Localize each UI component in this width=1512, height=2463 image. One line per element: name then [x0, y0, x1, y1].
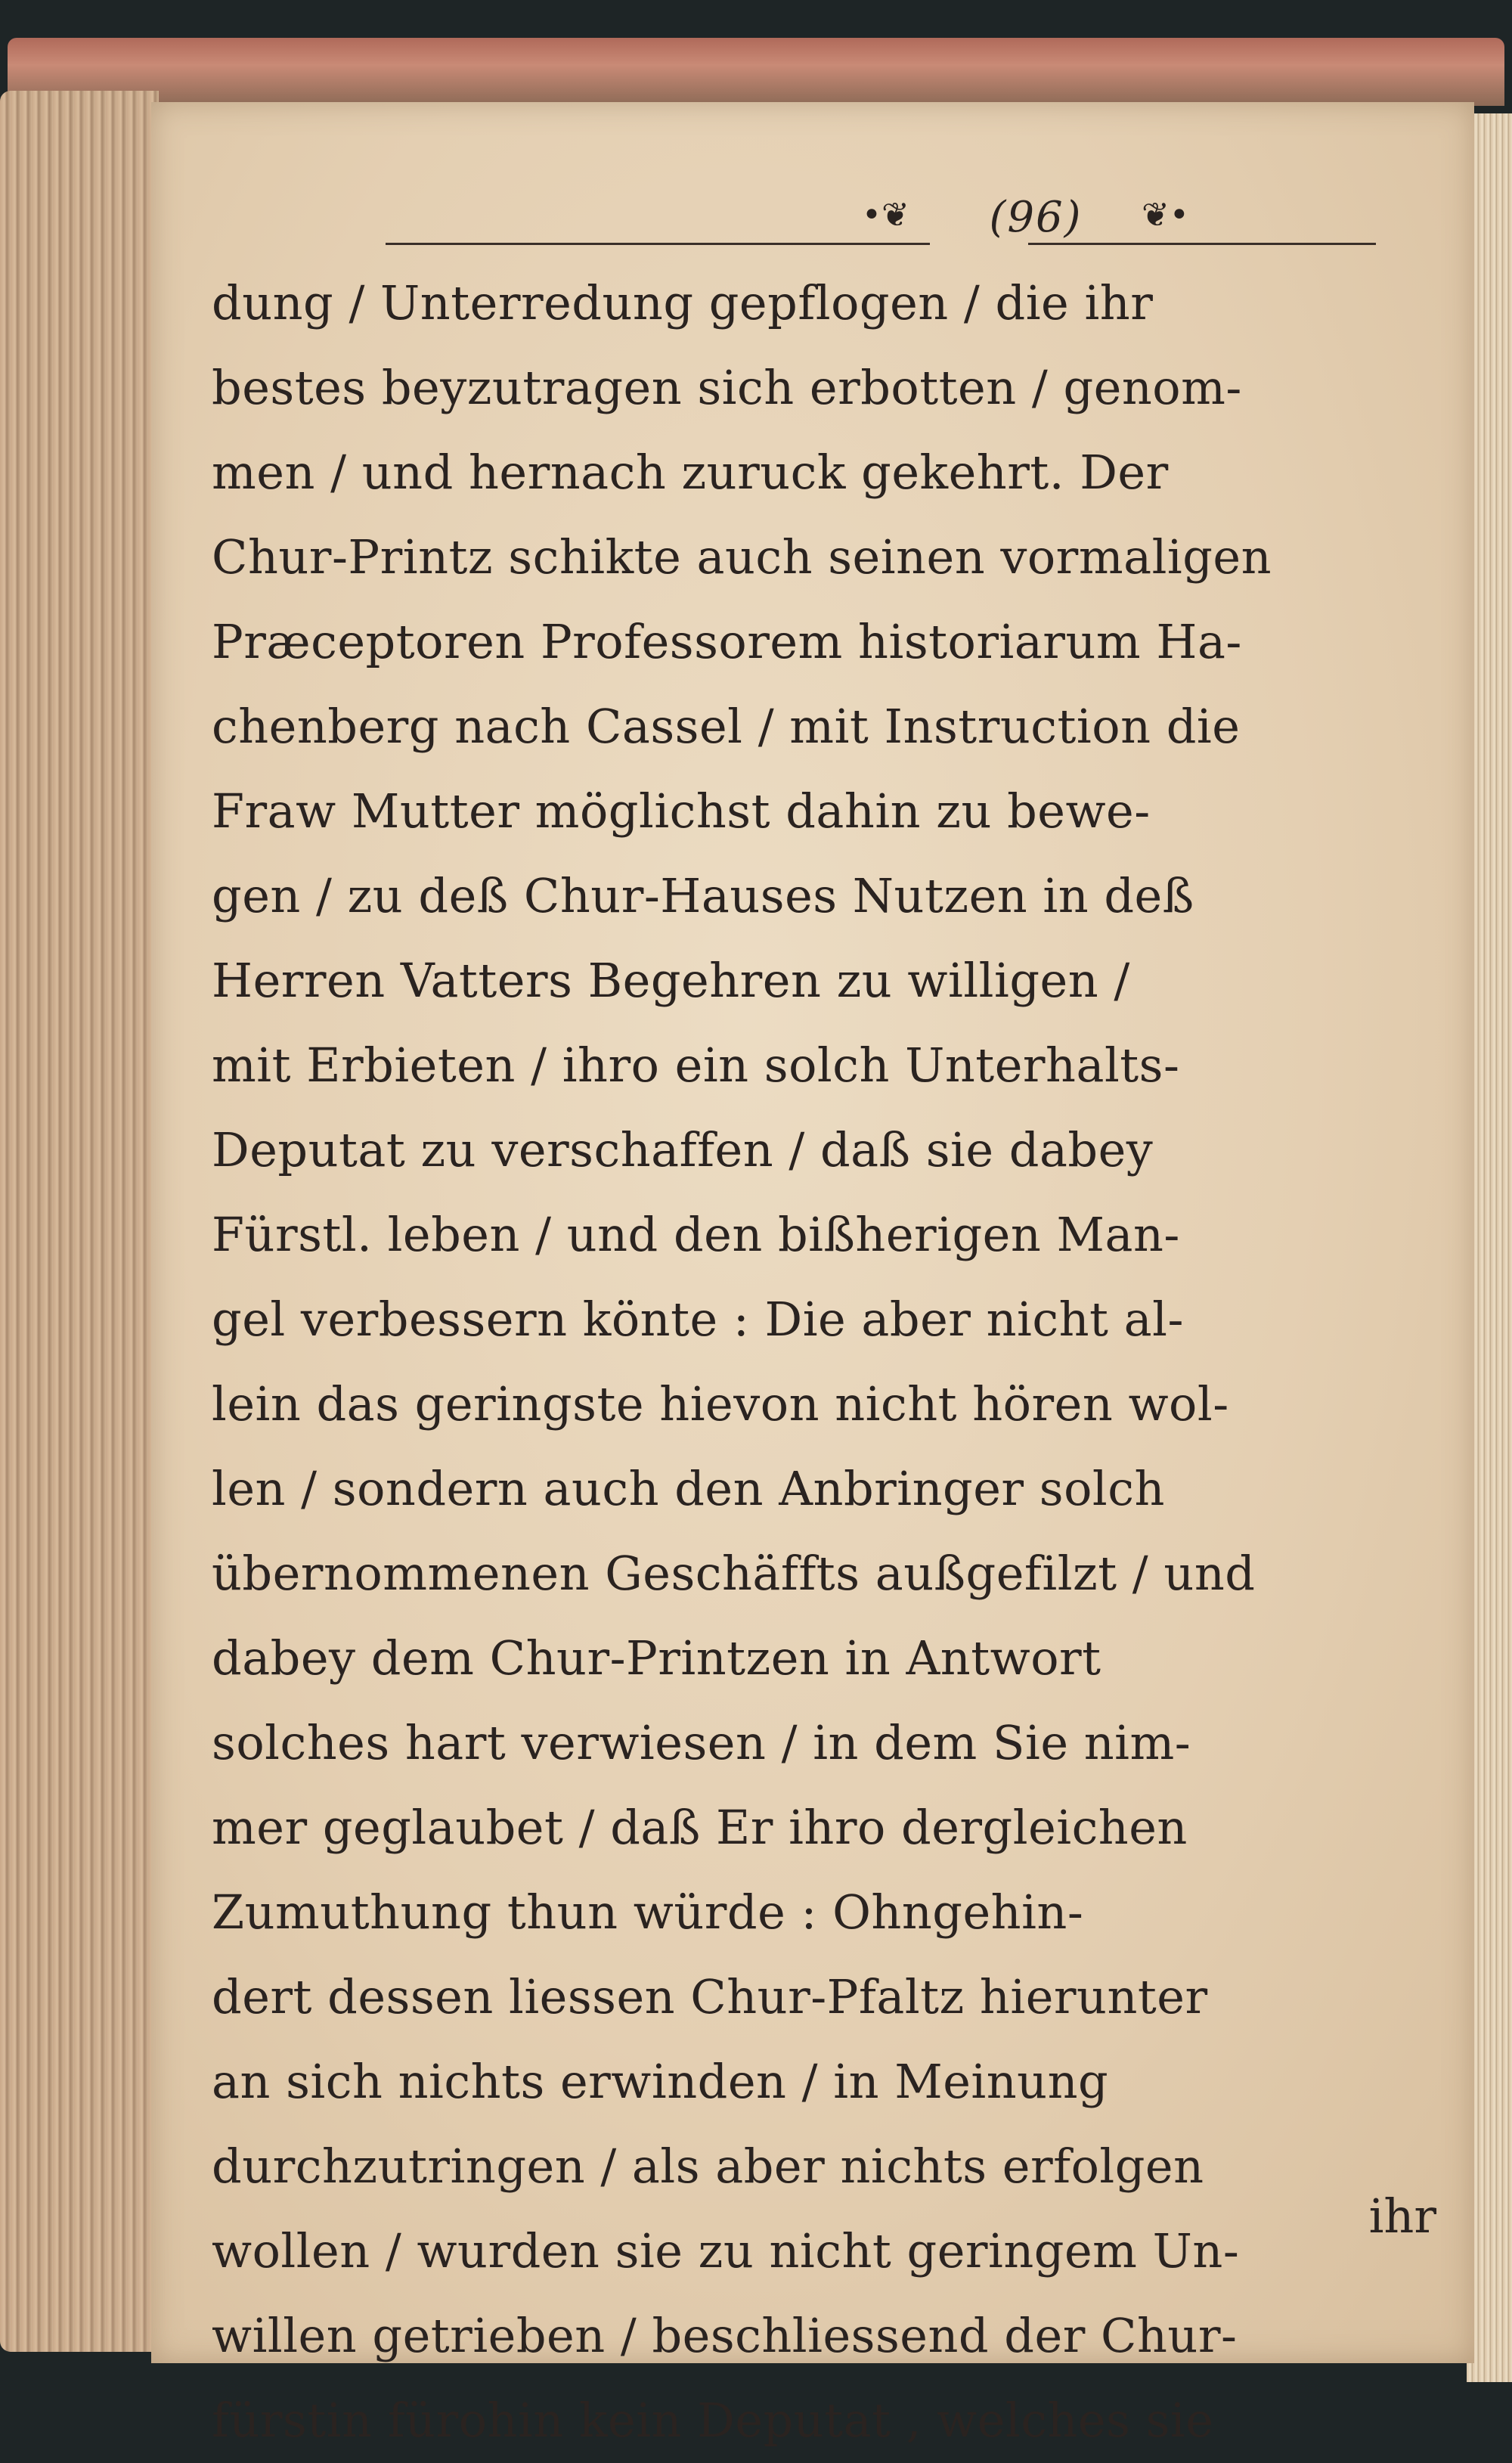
text-line: gen / zu deß Chur-Hauses Nutzen in deß — [212, 868, 1194, 923]
text-line: mer geglaubet / daß Er ihro dergleichen — [212, 1800, 1188, 1855]
book-page — [151, 102, 1474, 2448]
text-line: Fürstl. leben / und den bißherigen Man- — [212, 1207, 1180, 1262]
head-rule-left — [386, 243, 930, 245]
text-line: dung / Unterredung gepflogen / die ihr — [212, 275, 1154, 330]
text-line: dabey dem Chur-Printzen in Antwort — [212, 1630, 1101, 1686]
text-line: mit Erbieten / ihro ein solch Unterhalts- — [212, 1038, 1180, 1093]
running-head — [212, 185, 1436, 253]
text-line: chenberg nach Cassel / mit Instruction die — [212, 699, 1241, 754]
ornament-left-icon: •❦ — [862, 196, 909, 234]
catchword: ihr — [1368, 2188, 1436, 2244]
ornament-right-icon: ❦• — [1142, 196, 1189, 234]
text-line: Præceptoren Professorem historiarum Ha- — [212, 614, 1242, 669]
text-line: gel verbessern könte : Die aber nicht al- — [212, 1292, 1184, 1347]
text-line: Zumuthung thun würde : Ohngehin- — [212, 1884, 1084, 1940]
text-line: Fraw Mutter möglichst dahin zu bewe- — [212, 783, 1151, 839]
text-line: fürstin fürohin kein Deputat , welches sie — [212, 2393, 1214, 2448]
book-top-edge — [8, 38, 1504, 106]
text-line: solches hart verwiesen / in dem Sie nim- — [212, 1715, 1191, 1770]
text-line: Chur-Printz schikte auch seinen vormaligen — [212, 529, 1272, 585]
text-line: an sich nichts erwinden / in Meinung — [212, 2054, 1109, 2109]
text-line: übernommenen Geschäffts außgefilzt / und — [212, 1546, 1256, 1601]
page-content — [212, 185, 1436, 2448]
body-text — [212, 261, 1436, 2463]
page-number: (96) — [989, 193, 1083, 242]
text-line: len / sondern auch den Anbringer solch — [212, 1461, 1165, 1516]
text-line: bestes beyzutragen sich erbotten / genom- — [212, 360, 1242, 415]
book — [0, 30, 1512, 2448]
text-line: men / und hernach zuruck gekehrt. Der — [212, 445, 1169, 500]
text-line: Herren Vatters Begehren zu willigen / — [212, 953, 1130, 1008]
text-line: dert dessen liessen Chur-Pfaltz hierunter — [212, 1969, 1208, 2024]
text-line: Deputat zu verschaffen / daß sie dabey — [212, 1122, 1154, 1177]
text-line: durchzutringen / als aber nichts erfolgen — [212, 2139, 1204, 2194]
text-line: wollen / wurden sie zu nicht geringem Un- — [212, 2223, 1240, 2278]
text-line: willen getrieben / beschliessend der Chur- — [212, 2308, 1238, 2363]
text-line: lein das geringste hievon nicht hören wol- — [212, 1376, 1229, 1432]
book-left-page-edges — [0, 91, 159, 2352]
head-rule-right — [1028, 243, 1376, 245]
